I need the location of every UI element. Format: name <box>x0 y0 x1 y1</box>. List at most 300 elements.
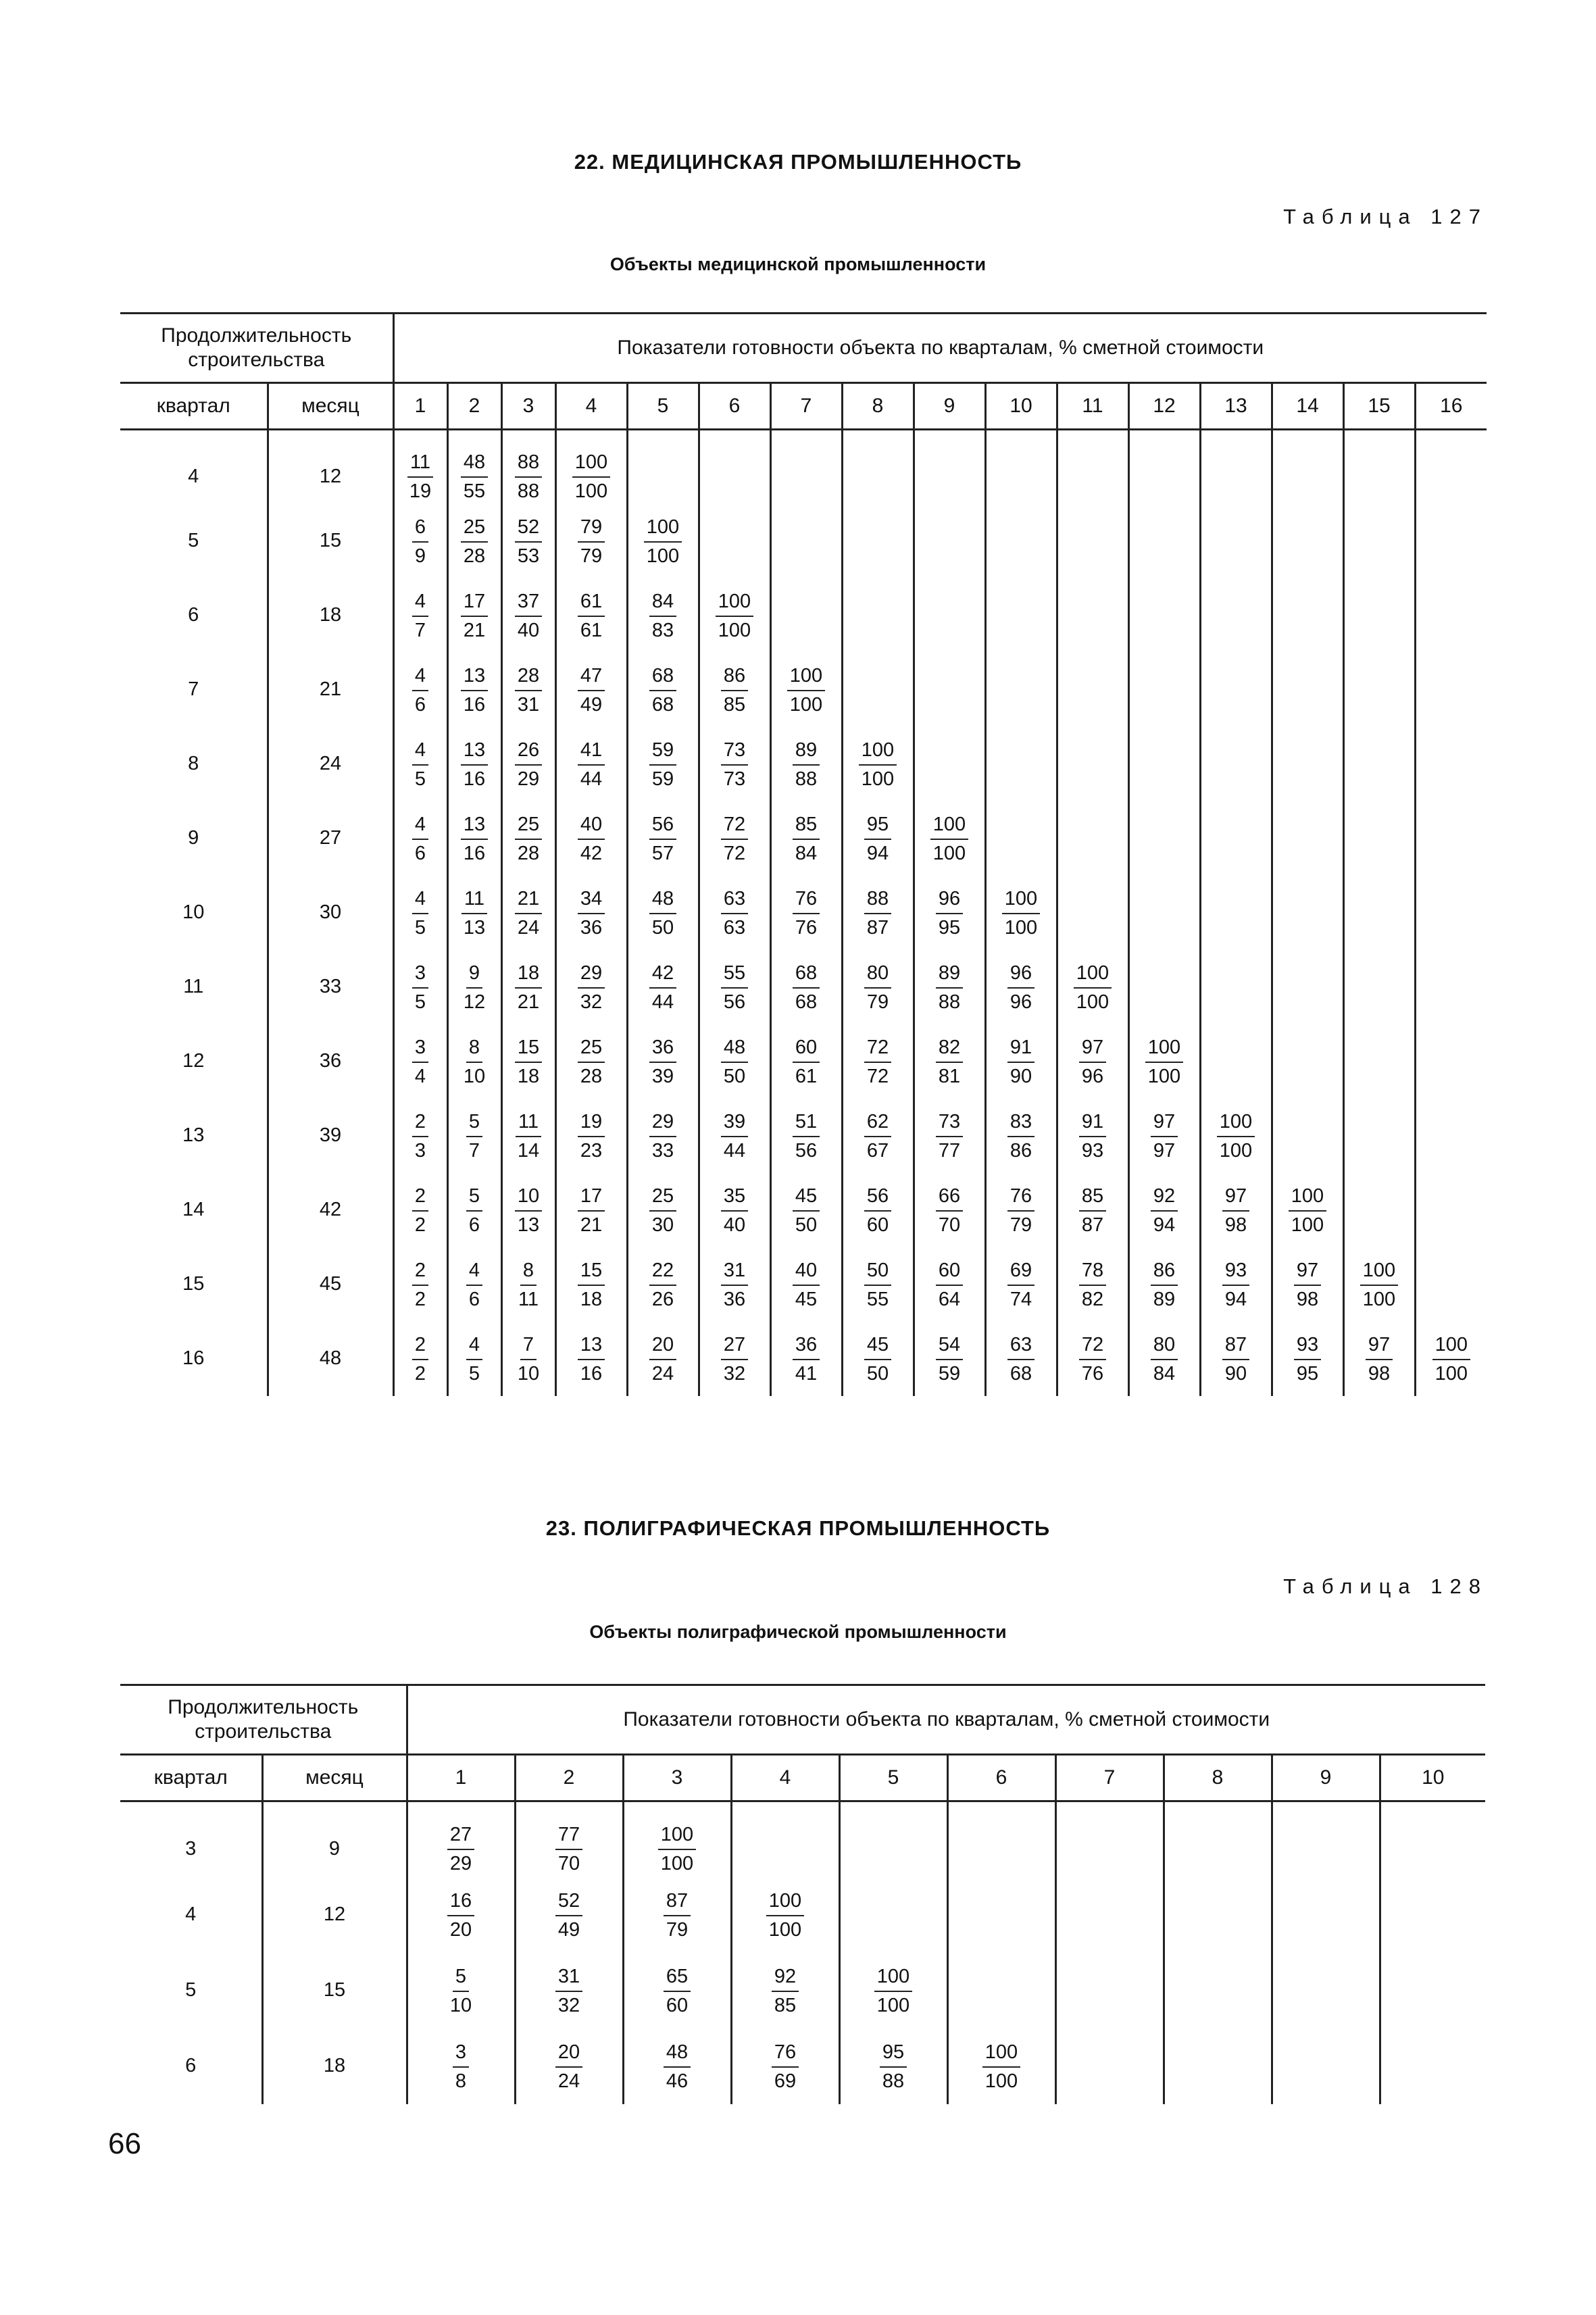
table-cell <box>914 1173 985 1247</box>
fraction-denominator: 18 <box>517 1065 540 1087</box>
row-month-count: 24 <box>268 727 393 801</box>
table-cell <box>627 876 699 950</box>
fraction-denominator: 36 <box>723 1288 746 1310</box>
table-cell <box>1380 1877 1485 1953</box>
fraction-numerator: 61 <box>578 592 605 617</box>
fraction-numerator: 48 <box>664 2043 691 2068</box>
readiness-fraction <box>936 1112 963 1161</box>
fraction-denominator: 30 <box>651 1214 674 1236</box>
row-month-count: 33 <box>268 950 393 1024</box>
readiness-fraction <box>1074 964 1112 1012</box>
row-quarter-count: 8 <box>120 727 268 801</box>
readiness-fraction <box>721 1261 748 1310</box>
table-cell <box>555 1024 627 1099</box>
row-month-count: 21 <box>268 653 393 727</box>
table-cell <box>985 578 1057 653</box>
readiness-fraction <box>721 741 748 789</box>
fraction-numerator: 100 <box>1002 889 1040 914</box>
fraction-denominator: 100 <box>768 1918 802 1941</box>
fraction-numerator: 100 <box>874 1967 912 1992</box>
fraction-denominator: 16 <box>463 693 486 716</box>
table-cell <box>447 801 501 876</box>
readiness-fraction <box>649 1335 676 1384</box>
fraction-numerator: 4 <box>412 889 428 914</box>
fraction-numerator: 91 <box>1079 1112 1106 1137</box>
fraction-denominator: 59 <box>938 1362 961 1385</box>
readiness-fraction <box>793 1112 820 1161</box>
fraction-denominator: 32 <box>723 1362 746 1385</box>
fraction-denominator: 26 <box>651 1288 674 1310</box>
table-cell <box>1200 1024 1272 1099</box>
quarter-col-header-10: 10 <box>985 383 1057 430</box>
readiness-fraction <box>1432 1335 1470 1384</box>
readiness-fraction <box>1222 1335 1249 1384</box>
table-cell <box>1200 801 1272 876</box>
fraction-denominator: 44 <box>651 991 674 1013</box>
readiness-fraction <box>1079 1112 1106 1161</box>
readiness-fraction <box>658 1825 696 1874</box>
fraction-denominator: 100 <box>574 480 608 503</box>
fraction-numerator: 21 <box>515 889 542 914</box>
fraction-denominator: 63 <box>723 916 746 939</box>
table-cell <box>914 430 985 504</box>
table-cell <box>1272 504 1343 578</box>
table-cell <box>1343 430 1415 504</box>
table-cell <box>627 578 699 653</box>
table-cell <box>393 1173 447 1247</box>
readiness-fraction <box>1007 1335 1034 1384</box>
table-cell <box>1272 1801 1380 1877</box>
table-cell <box>1200 504 1272 578</box>
fraction-denominator: 18 <box>580 1288 603 1310</box>
fraction-numerator: 48 <box>721 1038 748 1063</box>
table-cell <box>1055 1953 1164 2028</box>
table-cell <box>839 2028 947 2104</box>
table-cell <box>985 430 1057 504</box>
readiness-fraction <box>982 2043 1020 2091</box>
table-cell <box>393 578 447 653</box>
quarter-col-header-5: 5 <box>627 383 699 430</box>
fraction-denominator: 73 <box>723 768 746 790</box>
table-cell <box>731 1877 839 1953</box>
table-cell <box>627 504 699 578</box>
table-cell <box>1200 1247 1272 1322</box>
fraction-numerator: 100 <box>766 1891 804 1916</box>
table-cell <box>555 578 627 653</box>
fraction-numerator: 25 <box>515 815 542 840</box>
table-cell <box>699 1173 770 1247</box>
fraction-numerator: 37 <box>515 592 542 617</box>
row-month-count: 12 <box>262 1877 407 1953</box>
readiness-fraction <box>515 1335 542 1384</box>
table-row <box>120 430 1487 504</box>
row-month-count: 48 <box>268 1322 393 1396</box>
fraction-denominator: 68 <box>1009 1362 1032 1385</box>
readiness-fraction <box>412 518 428 566</box>
row-quarter-count: 15 <box>120 1247 268 1322</box>
fraction-denominator: 41 <box>795 1362 818 1385</box>
table-cell <box>770 950 842 1024</box>
fraction-denominator: 56 <box>723 991 746 1013</box>
indicators-header: Показатели готовности объекта по кварталам, % сметной стоимости <box>407 1685 1485 1755</box>
table-cell <box>1272 430 1343 504</box>
table-cell <box>515 1801 623 1877</box>
readiness-fraction <box>412 666 428 715</box>
table-cell <box>1057 801 1128 876</box>
table-cell <box>501 1099 555 1173</box>
fraction-numerator: 7 <box>520 1335 537 1360</box>
table-cell <box>1380 1801 1485 1877</box>
fraction-denominator: 40 <box>723 1214 746 1236</box>
fraction-denominator: 2 <box>414 1362 426 1385</box>
fraction-denominator: 20 <box>449 1918 472 1941</box>
month-column-header: месяц <box>262 1755 407 1801</box>
fraction-denominator: 55 <box>463 480 486 503</box>
fraction-numerator: 68 <box>649 666 676 691</box>
table-cell <box>501 727 555 801</box>
row-month-count: 36 <box>268 1024 393 1099</box>
fraction-numerator: 100 <box>930 815 968 840</box>
fraction-denominator: 4 <box>414 1065 426 1087</box>
readiness-fraction <box>461 964 488 1012</box>
row-quarter-count: 13 <box>120 1099 268 1173</box>
table127-subtitle: Объекты медицинской промышленности <box>609 254 987 274</box>
table-cell <box>627 430 699 504</box>
table-cell <box>627 727 699 801</box>
fraction-numerator: 13 <box>461 815 488 840</box>
fraction-denominator: 44 <box>580 768 603 790</box>
table-cell <box>1200 578 1272 653</box>
table-cell <box>839 1953 947 2028</box>
fraction-denominator: 64 <box>938 1288 961 1310</box>
table-cell <box>1272 1099 1343 1173</box>
table-cell <box>842 876 914 950</box>
table-cell <box>914 876 985 950</box>
row-month-count: 18 <box>262 2028 407 2104</box>
fraction-denominator: 39 <box>651 1065 674 1087</box>
fraction-numerator: 28 <box>515 666 542 691</box>
table-cell <box>515 2028 623 2104</box>
table-cell <box>842 727 914 801</box>
table-cell <box>1164 1953 1272 2028</box>
fraction-numerator: 96 <box>1007 964 1034 989</box>
fraction-numerator: 17 <box>461 592 488 617</box>
table-cell <box>914 504 985 578</box>
fraction-denominator: 10 <box>449 1994 472 2016</box>
row-month-count: 15 <box>262 1953 407 2028</box>
fraction-denominator: 44 <box>723 1139 746 1162</box>
readiness-fraction <box>461 1038 488 1087</box>
fraction-denominator: 28 <box>517 842 540 864</box>
fraction-denominator: 93 <box>1081 1139 1104 1162</box>
readiness-fraction <box>578 592 605 641</box>
table-cell <box>770 653 842 727</box>
fraction-numerator: 6 <box>412 518 428 543</box>
fraction-denominator: 10 <box>517 1362 540 1385</box>
table-row <box>120 950 1487 1024</box>
table-cell <box>914 1099 985 1173</box>
table-cell <box>1128 653 1200 727</box>
fraction-denominator: 97 <box>1153 1139 1176 1162</box>
readiness-fraction <box>515 1112 542 1161</box>
readiness-fraction <box>649 1187 676 1235</box>
fraction-denominator: 53 <box>517 545 540 567</box>
readiness-fraction <box>1289 1187 1326 1235</box>
table-cell <box>770 727 842 801</box>
fraction-numerator: 17 <box>578 1187 605 1212</box>
table-cell <box>1343 876 1415 950</box>
fraction-numerator: 100 <box>1289 1187 1326 1212</box>
fraction-denominator: 5 <box>414 768 426 790</box>
row-quarter-count: 9 <box>120 801 268 876</box>
table-cell <box>1128 504 1200 578</box>
readiness-fraction <box>664 2043 691 2091</box>
readiness-fraction <box>578 889 605 938</box>
fraction-denominator: 98 <box>1296 1288 1319 1310</box>
fraction-denominator: 56 <box>795 1139 818 1162</box>
row-quarter-count: 5 <box>120 504 268 578</box>
readiness-fraction <box>578 1261 605 1310</box>
table-cell <box>393 876 447 950</box>
readiness-fraction <box>466 1335 482 1384</box>
table-cell <box>842 1099 914 1173</box>
fraction-denominator: 16 <box>463 768 486 790</box>
fraction-numerator: 80 <box>1151 1335 1178 1360</box>
fraction-denominator: 88 <box>795 768 818 790</box>
fraction-numerator: 13 <box>461 666 488 691</box>
fraction-numerator: 100 <box>982 2043 1020 2068</box>
table-cell <box>947 1953 1055 2028</box>
table-row <box>120 1877 1485 1953</box>
table-cell <box>555 653 627 727</box>
fraction-denominator: 94 <box>866 842 889 864</box>
fraction-numerator: 48 <box>461 453 488 478</box>
readiness-fraction <box>453 2043 469 2091</box>
fraction-numerator: 72 <box>1079 1335 1106 1360</box>
readiness-fraction <box>578 666 605 715</box>
readiness-fraction <box>649 889 676 938</box>
table-cell <box>1343 1247 1415 1322</box>
fraction-numerator: 13 <box>461 741 488 766</box>
table-cell <box>914 653 985 727</box>
fraction-numerator: 20 <box>555 2043 582 2068</box>
fraction-denominator: 100 <box>1004 916 1038 939</box>
readiness-fraction <box>578 964 605 1012</box>
table-cell <box>985 1099 1057 1173</box>
quarter-col-header-1: 1 <box>407 1755 515 1801</box>
readiness-fraction <box>1079 1038 1106 1087</box>
row-quarter-count: 6 <box>120 578 268 653</box>
table-cell <box>1272 1877 1380 1953</box>
row-month-count: 27 <box>268 801 393 876</box>
fraction-denominator: 49 <box>580 693 603 716</box>
table-cell <box>1415 578 1487 653</box>
readiness-fraction <box>1222 1261 1249 1310</box>
fraction-numerator: 52 <box>555 1891 582 1916</box>
fraction-denominator: 33 <box>651 1139 674 1162</box>
table-row <box>120 504 1487 578</box>
fraction-numerator: 29 <box>649 1112 676 1137</box>
fraction-denominator: 49 <box>557 1918 580 1941</box>
fraction-denominator: 50 <box>866 1362 889 1385</box>
table-cell <box>407 1801 515 1877</box>
table-cell <box>501 876 555 950</box>
readiness-fraction <box>874 1967 912 2016</box>
table-cell <box>1164 1877 1272 1953</box>
readiness-fraction <box>1151 1335 1178 1384</box>
row-quarter-count: 14 <box>120 1173 268 1247</box>
readiness-fraction <box>466 1112 482 1161</box>
fraction-numerator: 40 <box>578 815 605 840</box>
fraction-denominator: 21 <box>517 991 540 1013</box>
fraction-numerator: 100 <box>859 741 897 766</box>
table-row <box>120 2028 1485 2104</box>
row-month-count: 18 <box>268 578 393 653</box>
readiness-fraction <box>793 889 820 938</box>
fraction-denominator: 100 <box>932 842 966 864</box>
table-cell <box>1415 876 1487 950</box>
table-cell <box>770 1099 842 1173</box>
table-cell <box>555 876 627 950</box>
table-cell <box>842 430 914 504</box>
indicators-header: Показатели готовности объекта по кварталам, % сметной стоимости <box>393 314 1487 383</box>
table-cell <box>914 950 985 1024</box>
readiness-fraction <box>1079 1187 1106 1235</box>
table-cell <box>501 1247 555 1322</box>
fraction-numerator: 35 <box>721 1187 748 1212</box>
table-cell <box>914 578 985 653</box>
fraction-numerator: 29 <box>578 964 605 989</box>
fraction-denominator: 2 <box>414 1288 426 1310</box>
fraction-denominator: 42 <box>580 842 603 864</box>
table-cell <box>1057 876 1128 950</box>
table-cell <box>699 1024 770 1099</box>
fraction-numerator: 60 <box>936 1261 963 1286</box>
table-cell <box>1057 430 1128 504</box>
readiness-fraction <box>649 815 676 864</box>
fraction-numerator: 2 <box>412 1112 428 1137</box>
fraction-denominator: 100 <box>646 545 680 567</box>
section23-title: 23. ПОЛИГРАФИЧЕСКАЯ ПРОМЫШЛЕННОСТЬ <box>545 1516 1051 1540</box>
fraction-numerator: 86 <box>1151 1261 1178 1286</box>
table-cell <box>447 504 501 578</box>
fraction-numerator: 86 <box>721 666 748 691</box>
table-cell <box>914 1322 985 1396</box>
fraction-denominator: 94 <box>1224 1288 1247 1310</box>
table-cell <box>393 653 447 727</box>
fraction-numerator: 25 <box>578 1038 605 1063</box>
table-cell <box>699 801 770 876</box>
fraction-denominator: 98 <box>1224 1214 1247 1236</box>
fraction-numerator: 76 <box>793 889 820 914</box>
readiness-fraction <box>461 741 488 789</box>
table-cell <box>1200 727 1272 801</box>
fraction-denominator: 98 <box>1368 1362 1391 1385</box>
row-quarter-count: 4 <box>120 430 268 504</box>
table-cell <box>914 1024 985 1099</box>
readiness-fraction <box>649 666 676 715</box>
fraction-denominator: 95 <box>1296 1362 1319 1385</box>
fraction-denominator: 7 <box>468 1139 480 1162</box>
fraction-numerator: 73 <box>936 1112 963 1137</box>
fraction-denominator: 100 <box>984 2070 1018 2092</box>
readiness-fraction <box>578 741 605 789</box>
fraction-denominator: 24 <box>557 2070 580 2092</box>
fraction-denominator: 7 <box>414 619 426 641</box>
readiness-fraction <box>461 592 488 641</box>
readiness-fraction <box>1294 1261 1321 1310</box>
table-cell <box>1200 1322 1272 1396</box>
fraction-denominator: 83 <box>651 619 674 641</box>
fraction-denominator: 68 <box>651 693 674 716</box>
table-cell <box>627 1322 699 1396</box>
quarter-col-header-3: 3 <box>623 1755 731 1801</box>
readiness-fraction <box>864 1112 891 1161</box>
readiness-fraction <box>1222 1187 1249 1235</box>
table-cell <box>985 653 1057 727</box>
readiness-fraction <box>412 1187 428 1235</box>
table-cell <box>842 578 914 653</box>
table-cell <box>1200 1099 1272 1173</box>
readiness-fraction <box>461 666 488 715</box>
fraction-denominator: 76 <box>1081 1362 1104 1385</box>
fraction-numerator: 15 <box>578 1261 605 1286</box>
table-cell <box>627 1173 699 1247</box>
quarter-col-header-7: 7 <box>1055 1755 1164 1801</box>
fraction-denominator: 32 <box>580 991 603 1013</box>
readiness-fraction <box>1151 1112 1178 1161</box>
table-cell <box>1200 1173 1272 1247</box>
fraction-numerator: 77 <box>555 1825 582 1850</box>
fraction-denominator: 82 <box>1081 1288 1104 1310</box>
quarter-col-header-4: 4 <box>731 1755 839 1801</box>
fraction-denominator: 100 <box>876 1994 910 2016</box>
fraction-numerator: 50 <box>864 1261 891 1286</box>
fraction-denominator: 90 <box>1224 1362 1247 1385</box>
table-cell <box>447 950 501 1024</box>
table-cell <box>985 1247 1057 1322</box>
table-cell <box>1343 504 1415 578</box>
fraction-numerator: 55 <box>721 964 748 989</box>
readiness-fraction <box>721 1187 748 1235</box>
quarter-col-header-8: 8 <box>1164 1755 1272 1801</box>
table-cell <box>1343 1173 1415 1247</box>
fraction-denominator: 79 <box>580 545 603 567</box>
table-cell <box>501 504 555 578</box>
table-cell <box>627 801 699 876</box>
readiness-fraction <box>721 815 748 864</box>
fraction-numerator: 100 <box>787 666 825 691</box>
fraction-denominator: 50 <box>723 1065 746 1087</box>
fraction-denominator: 85 <box>723 693 746 716</box>
table-cell <box>839 1801 947 1877</box>
quarter-col-header-14: 14 <box>1272 383 1343 430</box>
fraction-denominator: 100 <box>789 693 823 716</box>
readiness-fraction <box>664 1891 691 1940</box>
table-cell <box>1415 950 1487 1024</box>
table-cell <box>1415 1173 1487 1247</box>
table-cell <box>842 1322 914 1396</box>
fraction-numerator: 97 <box>1366 1335 1393 1360</box>
table-cell <box>1057 727 1128 801</box>
fraction-denominator: 100 <box>718 619 751 641</box>
table-cell <box>770 1024 842 1099</box>
readiness-fraction <box>407 453 434 501</box>
fraction-numerator: 2 <box>412 1261 428 1286</box>
fraction-numerator: 42 <box>649 964 676 989</box>
table-cell <box>985 727 1057 801</box>
fraction-denominator: 24 <box>517 916 540 939</box>
